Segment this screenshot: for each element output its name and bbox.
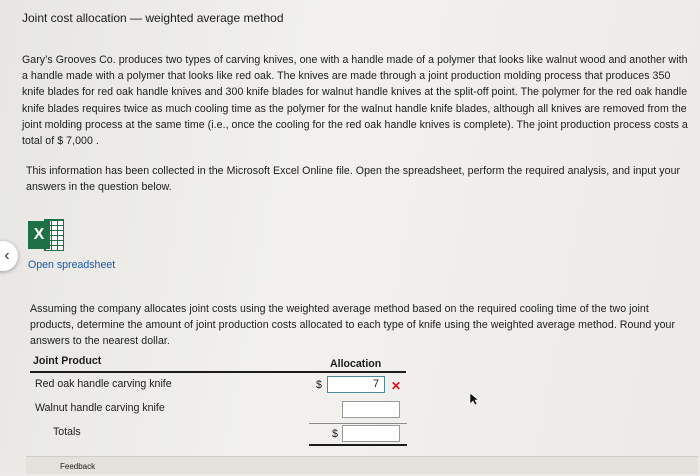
feedback-bar[interactable] bbox=[26, 456, 698, 474]
feedback-label: Feedback bbox=[60, 462, 96, 471]
row-red-oak-currency: $ bbox=[316, 379, 322, 391]
red-oak-allocation-input[interactable]: 7 bbox=[327, 376, 385, 393]
totals-rule bbox=[309, 423, 407, 424]
totals-currency: $ bbox=[332, 428, 338, 440]
instructions-text: This information has been collected in the Microsoft Excel Online file. Open the spreadsheet, perform the required analysis, and input your answers in the question below. bbox=[26, 165, 681, 194]
excel-letter: X bbox=[28, 221, 50, 249]
excel-icon[interactable] bbox=[28, 219, 66, 252]
row-label-walnut: Walnut handle carving knife bbox=[35, 402, 165, 414]
incorrect-mark-icon: ✕ bbox=[391, 379, 402, 393]
column-header-allocation: Allocation bbox=[330, 358, 382, 370]
row-label-totals: Totals bbox=[53, 426, 81, 438]
table-header-rule bbox=[30, 371, 406, 373]
mouse-cursor-icon bbox=[469, 392, 479, 406]
question-text: Assuming the company allocates joint costs using the weighted average method based on the required cooling time of the two joint products, determine the amount of joint production costs allocated to each type of knife using the weighted average method. Round your answers to the nearest dollar. bbox=[30, 303, 676, 348]
chevron-left-icon: ‹ bbox=[4, 247, 10, 264]
totals-allocation-input[interactable] bbox=[342, 425, 400, 442]
open-spreadsheet-link[interactable]: Open spreadsheet bbox=[28, 259, 116, 271]
walnut-allocation-input[interactable] bbox=[342, 401, 400, 418]
totals-double-rule bbox=[309, 444, 407, 446]
page-title: Joint cost allocation — weighted average method bbox=[22, 11, 284, 25]
problem-description: Gary’s Grooves Co. produces two types of carving knives, one with a handle made of a polymer that looks like walnut wood and another with a handle made with a polymer that looks like red oak. The knives are made through a joint production molding process that produces 350 knife blades for red oak handle knives and 300 knife blades for walnut handle knives at the split-off point. The polymer for the red oak handle knife blades requires twice as much cooling time as the polymer for the walnut handle knife blades, although all knives are removed from the joint molding process at the same time (i.e., once the cooling for the red oak handle knives is complete). The joint production process costs a total of $ 7,000 . bbox=[22, 54, 688, 148]
back-button[interactable] bbox=[0, 241, 18, 271]
row-label-red-oak: Red oak handle carving knife bbox=[35, 378, 172, 390]
column-header-joint-product: Joint Product bbox=[33, 355, 102, 367]
